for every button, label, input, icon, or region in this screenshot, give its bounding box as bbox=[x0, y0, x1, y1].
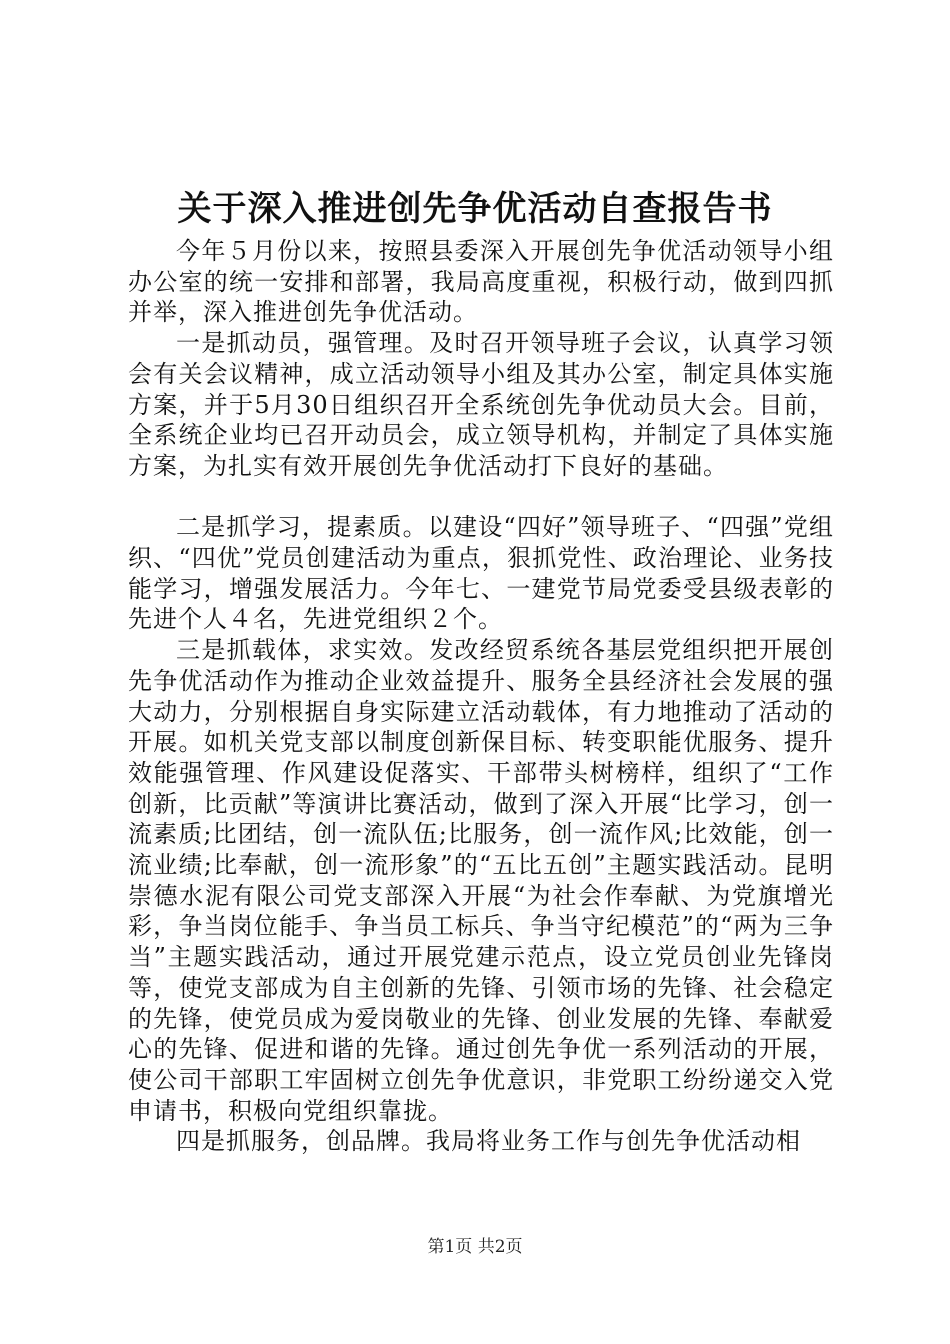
document-body bbox=[128, 236, 834, 1157]
paragraph-mobilization: 一是抓动员，强管理。及时召开领导班子会议，认真学习领会有关会议精神，成立活动领导小组及其办公室，制定具体实施方案，并于5月30日组织召开全系统创先争优动员大会。目前，全系统企业均已召开动员会，成立领导机构，并制定了具体实施方案，为扎实有效开展创先争优活动打下良好的基础。 bbox=[128, 329, 834, 480]
document-title: 关于深入推进创先争优活动自查报告书 bbox=[177, 189, 773, 229]
page-number-current: 第1页 bbox=[427, 1237, 473, 1257]
paragraph-intro: 今年５月份以来，按照县委深入开展创先争优活动领导小组办公室的统一安排和部署，我局高度重视，积极行动，做到四抓并举，深入推进创先争优活动。 bbox=[128, 237, 834, 327]
paragraph-carrier: 三是抓载体，求实效。发改经贸系统各基层党组织把开展创先争优活动作为推动企业效益提升、服务全县经济社会发展的强大动力，分别根据自身实际建立活动载体，有力地推动了活动的开展。如机关党支部以制度创新保目标、转变职能优服务、提升效能强管理、作风建设促落实、干部带头树榜样，组织了“工作创新，比贡献”等演讲比赛活动，做到了深入开展“比学习，创一流素质;比团结，创一流队伍;比服务，创一流作风;比效能，创一流业绩;比奉献，创一流形象”的“五比五创”主题实践活动。昆明崇德水泥有限公司党支部深入开展“为社会作奉献、为党旗增光彩，争当岗位能手、争当员工标兵、争当守纪模范”的“两为三争当”主题实践活动，通过开展党建示范点，设立党员创业先锋岗等，使党支部成为自主创新的先锋、引领市场的先锋、社会稳定的先锋，使党员成为爱岗敬业的先锋、创业发展的先锋、奉献爱心的先锋、促进和谐的先锋。通过创先争优一系列活动的开展，使公司干部职工牢固树立创先争优意识，非党职工纷纷递交入党申请书，积极向党组织靠拢。 bbox=[128, 636, 834, 1125]
page-footer bbox=[0, 1236, 950, 1258]
page-number-total: 共2页 bbox=[477, 1237, 523, 1257]
paragraph-service: 四是抓服务，创品牌。我局将业务工作与创先争优活动相 bbox=[176, 1127, 801, 1156]
paragraph-study: 二是抓学习，提素质。以建设“四好”领导班子、“四强”党组织、“四优”党员创建活动为重点，狠抓党性、政治理论、业务技能学习，增强发展活力。今年七、一建党节局党委受县级表彰的先进个人４名，先进党组织２个。 bbox=[128, 513, 834, 634]
